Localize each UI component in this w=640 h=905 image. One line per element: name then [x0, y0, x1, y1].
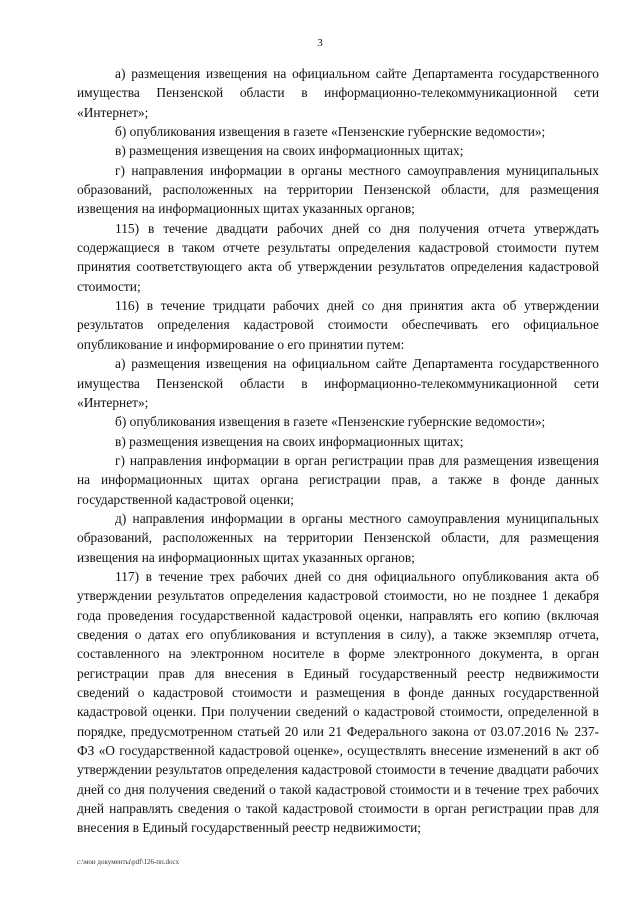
paragraph-116-item-v: в) размещения извещения на своих информационных щитах; [115, 433, 464, 449]
paragraph-116-item-g: г) направления информации в орган регистрации прав для размещения извещения на информационных щитах органа регистрации прав, а также в фонде данных государственной кадастровой оценки; [77, 452, 599, 507]
document-body [77, 64, 599, 838]
paragraph-116-item-b: б) опубликования извещения в газете «Пензенские губернские ведомости»; [115, 414, 546, 430]
paragraph-item-v: в) размещения извещения на своих информационных щитах; [115, 143, 464, 159]
paragraph-115: 115) в течение двадцати рабочих дней со дня получения отчета утверждать содержащиеся в таком отчете результаты определения кадастровой стоимости путем принятия соответствующего акта об утверждении результатов определения кадастровой стоимости; [77, 220, 599, 294]
footer-file-path: c:\мои документы\pdf\126-пп.docx [77, 858, 180, 866]
paragraph-116: 116) в течение тридцати рабочих дней со дня принятия акта об утверждении результатов определения кадастровой стоимости обеспечивать его официальное опубликование и информирование о его принятии путем: [77, 298, 599, 352]
paragraph-116-item-a: а) размещения извещения на официальном сайте Департамента государственного имущества Пензенской области в информационно-телекоммуникационной сети «Интернет»; [77, 356, 599, 410]
page-number: 3 [317, 37, 323, 49]
paragraph-item-b: б) опубликования извещения в газете «Пензенские губернские ведомости»; [115, 124, 546, 140]
paragraph-117: 117) в течение трех рабочих дней со дня официального опубликования акта об утверждении результатов определения кадастровой стоимости, но не позднее 1 декабря года проведения государственной кадастровой оценки, направлять его копию (включая сведения о датах его опубликования и вступления в силу), а также экземпляр отчета, составленного на электронном носителе в форме электронного документа, в орган регистрации прав для внесения в Единый государственный реестр недвижимости сведений о кадастровой стоимости и размещения в фонде данных государственной кадастровой оценки. При получении сведений о кадастровой стоимости, определенной в порядке, предусмотренном статьей 20 или 21 Федерального закона от 03.07.2016 № 237-ФЗ «О государственной кадастровой оценке», осуществлять внесение изменений в акт об утверждении результатов определения кадастровой стоимости в течение двадцати рабочих дней со дня получения сведений о такой кадастровой стоимости и в течение трех рабочих дней направлять сведения о такой кадастровой стоимости в орган регистрации прав для внесения в Единый государственный реестр недвижимости; [77, 568, 599, 836]
paragraph-item-a: а) размещения извещения на официальном сайте Департамента государственного имущества Пензенской области в информационно-телекоммуникационной сети «Интернет»; [77, 66, 599, 120]
paragraph-116-item-d: д) направления информации в органы местного самоуправления муниципальных образований, расположенных на территории Пензенской области, для размещения извещения на информационных щитах указанных органов; [77, 510, 599, 565]
paragraph-item-g: г) направления информации в органы местного самоуправления муниципальных образований, расположенных на территории Пензенской области, для размещения извещения на информационных щитах указанных органов; [77, 162, 599, 217]
